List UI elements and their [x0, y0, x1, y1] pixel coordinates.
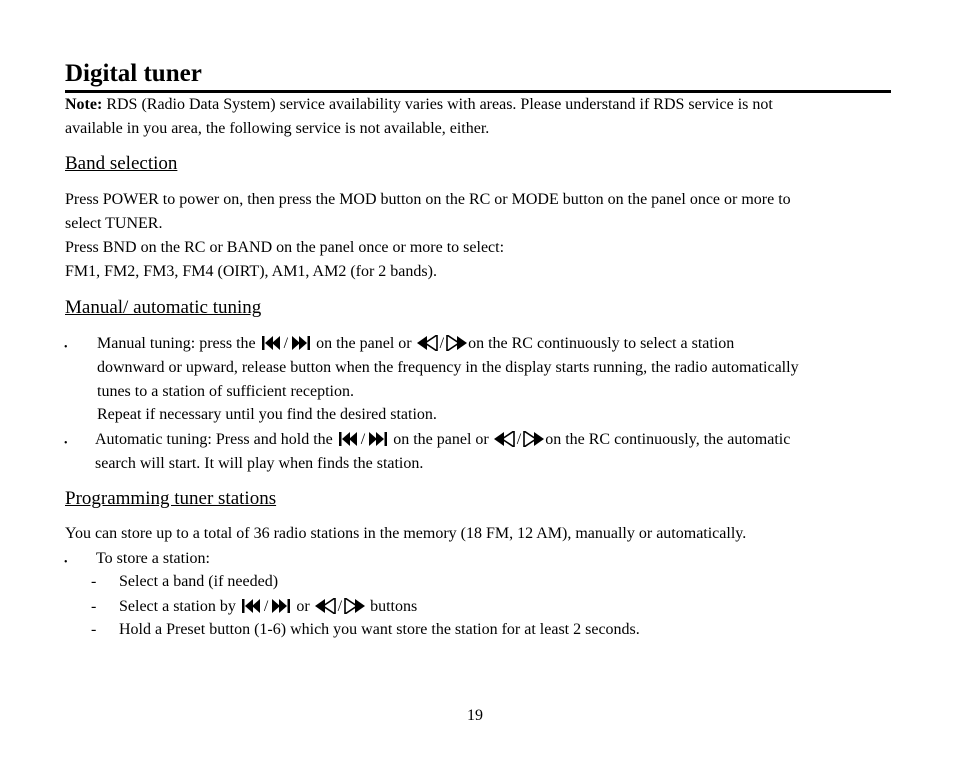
step-hold-preset: Hold a Preset button (1-6) which you want store the station for at least 2 seconds. — [119, 621, 640, 638]
note-line-2: available in you area, the following service is not available, either. — [65, 120, 490, 137]
programming-intro: You can store up to a total of 36 radio stations in the memory (18 FM, 12 AM), manually or automatically. — [65, 525, 747, 542]
automatic-tuning-text: on the RC continuously, the automatic — [545, 431, 791, 448]
page-title: Digital tuner — [65, 60, 202, 87]
page-number: 19 — [467, 707, 483, 724]
rewind-icon — [416, 335, 438, 351]
manual-tuning-line-1 — [97, 332, 734, 356]
skip-next-icon — [367, 431, 389, 447]
step-select-band: Select a band (if needed) — [119, 573, 279, 590]
tuning-heading: Manual/ automatic tuning — [65, 297, 262, 318]
dash-marker: - — [91, 598, 97, 615]
programming-heading: Programming tuner stations — [65, 488, 277, 509]
step-text: buttons — [366, 598, 418, 615]
step-text: or — [292, 598, 314, 615]
store-station-bullet: To store a station: — [96, 550, 210, 567]
dash-marker: - — [91, 621, 97, 638]
note-text-1: RDS (Radio Data System) service availability varies with areas. Please understand if RDS service is not — [102, 96, 773, 113]
manual-tuning-text: on the panel or — [312, 335, 416, 352]
manual-tuning-text: Manual tuning: press the — [97, 335, 260, 352]
note-line-1 — [65, 93, 773, 117]
manual-tuning-line-2: downward or upward, release button when the frequency in the display starts running, the radio automatically — [97, 359, 799, 376]
bullet-marker: • — [64, 557, 68, 568]
rewind-icon — [493, 431, 515, 447]
dash-marker: - — [91, 573, 97, 590]
skip-next-icon — [290, 335, 312, 351]
fast-forward-icon — [344, 598, 366, 614]
manual-tuning-line-3: tunes to a station of sufficient reception. — [97, 383, 354, 400]
slash-separator: / — [283, 335, 289, 352]
skip-previous-icon — [337, 431, 359, 447]
automatic-tuning-text: Automatic tuning: Press and hold the — [95, 431, 337, 448]
band-line-4: FM1, FM2, FM3, FM4 (OIRT), AM1, AM2 (for 2 bands). — [65, 263, 437, 280]
slash-separator: / — [263, 598, 269, 615]
step-select-station — [119, 595, 417, 619]
skip-previous-icon — [240, 598, 262, 614]
bullet-marker: • — [64, 342, 68, 353]
slash-separator: / — [516, 431, 522, 448]
automatic-tuning-line-2: search will start. It will play when finds the station. — [95, 455, 424, 472]
bullet-marker: • — [64, 438, 68, 449]
band-line-2: select TUNER. — [65, 215, 163, 232]
note-label: Note: — [65, 96, 103, 113]
automatic-tuning-text: on the panel or — [389, 431, 493, 448]
automatic-tuning-line-1 — [95, 428, 790, 452]
slash-separator: / — [439, 335, 445, 352]
skip-next-icon — [270, 598, 292, 614]
slash-separator: / — [337, 598, 343, 615]
fast-forward-icon — [446, 335, 468, 351]
band-selection-heading: Band selection — [65, 153, 178, 174]
band-line-3: Press BND on the RC or BAND on the panel once or more to select: — [65, 239, 505, 256]
slash-separator: / — [360, 431, 366, 448]
band-line-1: Press POWER to power on, then press the MOD button on the RC or MODE button on the panel once or more to — [65, 191, 791, 208]
rewind-icon — [314, 598, 336, 614]
manual-tuning-line-4: Repeat if necessary until you find the desired station. — [97, 406, 437, 423]
fast-forward-icon — [523, 431, 545, 447]
manual-tuning-text: on the RC continuously to select a station — [468, 335, 735, 352]
skip-previous-icon — [260, 335, 282, 351]
step-text: Select a station by — [119, 598, 240, 615]
